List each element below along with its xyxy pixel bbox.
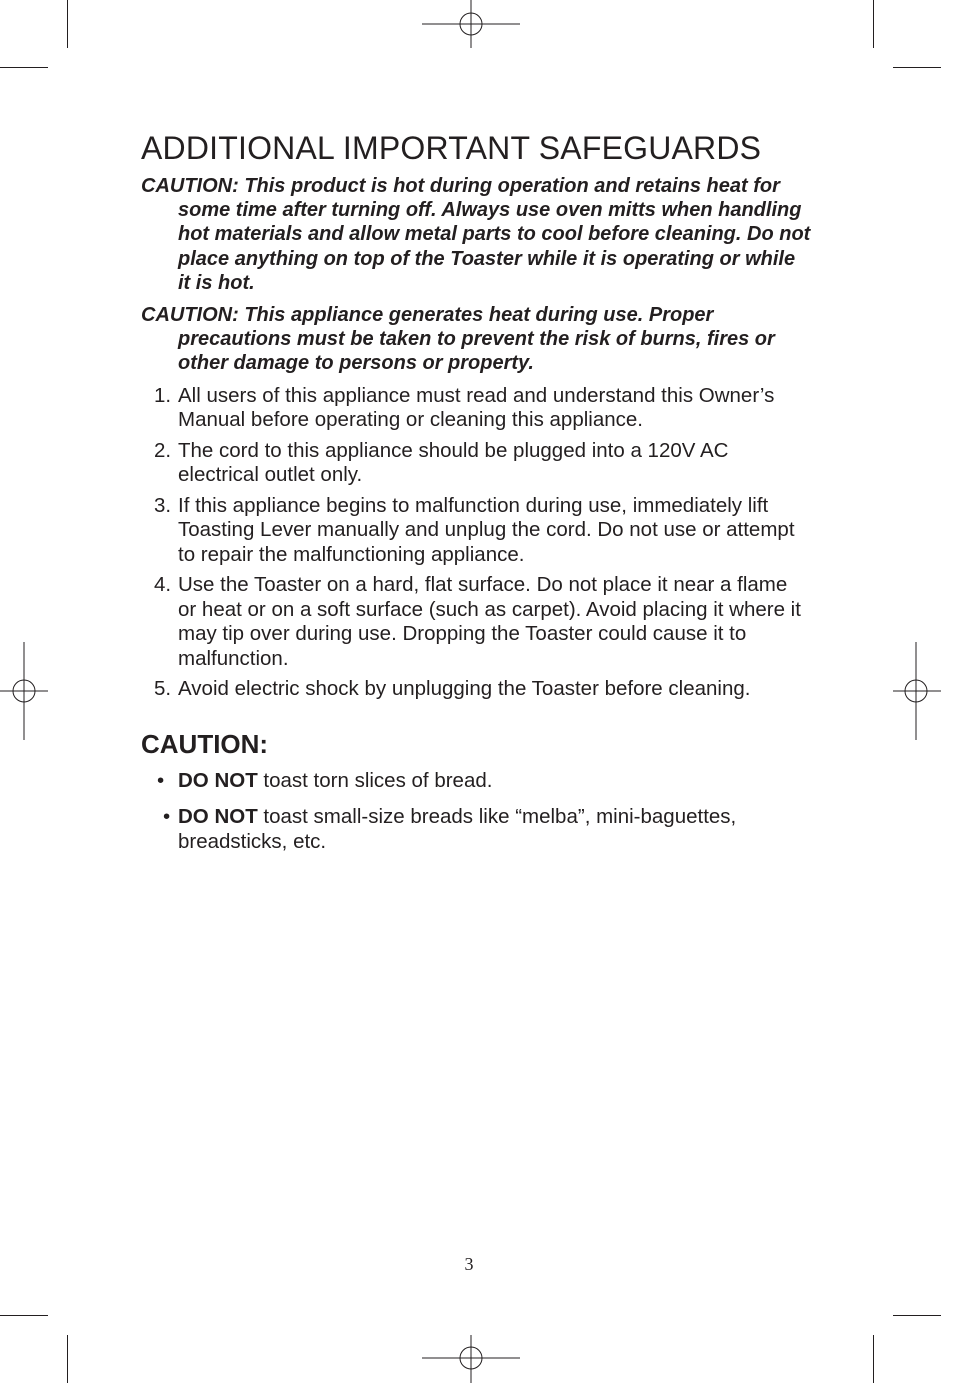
crop-mark	[67, 0, 68, 48]
item-text: The cord to this appliance should be plugged into a 120V AC electrical outlet only.	[178, 438, 729, 487]
registration-mark-icon	[422, 1335, 520, 1385]
caution-heading: CAUTION:	[141, 728, 269, 759]
item-text: If this appliance begins to malfunction during use, immediately lift Toasting Lever manually and unplug the cord. Do not use or attempt to repair the malfunctioning appliance.	[178, 493, 795, 566]
page-title: ADDITIONAL IMPORTANT SAFEGUARDS	[141, 130, 762, 166]
crop-mark	[893, 67, 941, 68]
list-item	[141, 384, 811, 433]
caution-paragraph: CAUTION: This product is hot during operation and retains heat for some time after turning off. Always use oven mitts when handling hot materials and allow metal parts to cool before cleaning. Do not place anything on top of the Toaster while it is operating or while it is hot.	[141, 175, 811, 294]
item-number: 3.	[154, 493, 172, 517]
crop-mark	[873, 0, 874, 48]
list-item	[141, 494, 811, 568]
item-number: 1.	[154, 383, 172, 407]
crop-mark	[893, 1315, 941, 1316]
bullet-lead: DO NOT	[178, 805, 258, 829]
list-item	[141, 677, 811, 702]
crop-mark	[67, 1335, 68, 1383]
item-text: All users of this appliance must read and understand this Owner’s Manual before operating or cleaning this appliance.	[178, 383, 775, 432]
bullet-icon: •	[157, 768, 165, 792]
page-content	[141, 128, 811, 866]
registration-mark-icon	[891, 642, 941, 740]
list-item	[141, 573, 811, 671]
list-item	[141, 439, 811, 488]
crop-mark	[873, 1335, 874, 1383]
item-number: 5.	[154, 677, 172, 701]
item-text: Avoid electric shock by unplugging the Toaster before cleaning.	[178, 677, 751, 701]
list-item	[141, 805, 811, 854]
item-number: 2.	[154, 438, 172, 462]
registration-mark-icon	[422, 0, 520, 50]
caution-paragraph: CAUTION: This appliance generates heat during use. Proper precautions must be taken to prevent the risk of burns, fires or other damage to persons or property.	[141, 304, 775, 375]
item-text: Use the Toaster on a hard, flat surface. Do not place it near a flame or heat or on a soft surface (such as carpet). Avoid placing it where it may tip over during use. Dropping the Toaster could cause it to malfunction.	[178, 573, 801, 670]
bullet-icon: •	[163, 805, 171, 829]
safeguard-list	[141, 384, 811, 702]
registration-mark-icon	[0, 642, 50, 740]
bullet-text: toast torn slices of bread.	[257, 768, 493, 792]
bullet-text: toast small-size breads like “melba”, mini-baguettes, breadsticks, etc.	[178, 805, 737, 853]
caution-bullet-list	[141, 769, 811, 855]
crop-mark	[0, 1315, 48, 1316]
list-item	[141, 769, 811, 794]
crop-mark	[0, 67, 48, 68]
item-number: 4.	[154, 573, 172, 597]
bullet-lead: DO NOT	[178, 768, 258, 792]
page-number: 3	[464, 1254, 474, 1274]
